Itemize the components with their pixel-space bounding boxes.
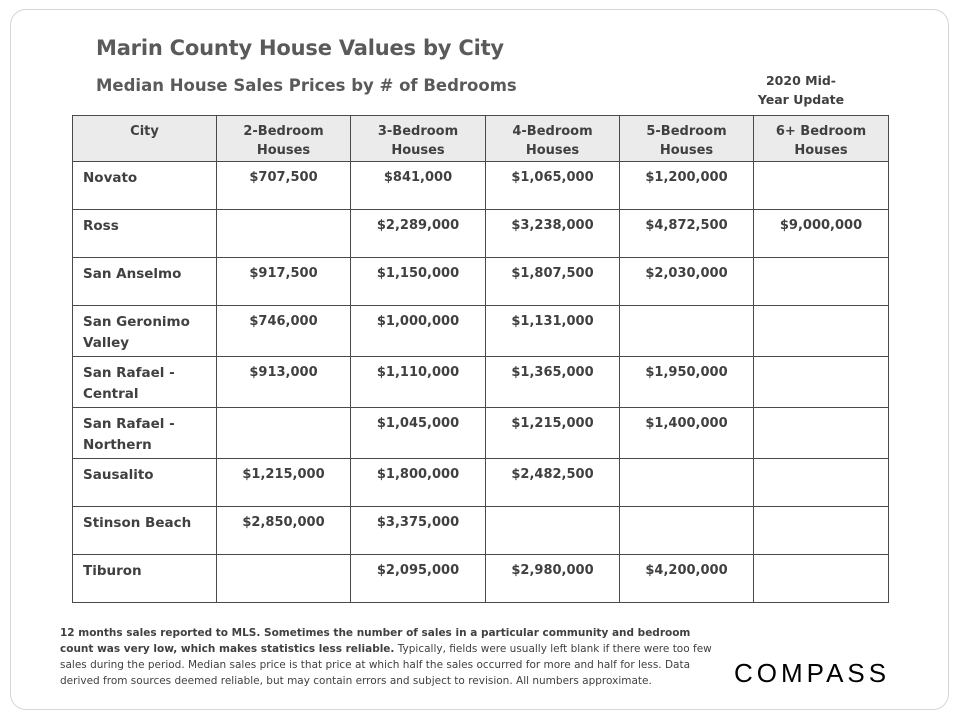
value-cell (486, 507, 620, 555)
value-cell: $917,500 (217, 258, 351, 306)
table-row (73, 555, 889, 603)
table-row (73, 507, 889, 555)
city-cell: Tiburon (73, 555, 217, 603)
value-cell (217, 555, 351, 603)
header-city: City (73, 116, 217, 162)
value-cell: $4,872,500 (620, 210, 754, 258)
table-row (73, 210, 889, 258)
value-cell: $707,500 (217, 162, 351, 210)
city-cell: Novato (73, 162, 217, 210)
value-cell: $1,045,000 (351, 408, 486, 459)
header-5-bedroom: 5-Bedroom Houses (620, 116, 754, 162)
value-cell: $3,238,000 (486, 210, 620, 258)
value-cell: $1,131,000 (486, 306, 620, 357)
value-cell: $1,365,000 (486, 357, 620, 408)
table-row (73, 459, 889, 507)
page-subtitle: Median House Sales Prices by # of Bedrooms (96, 76, 517, 95)
city-cell: Stinson Beach (73, 507, 217, 555)
table-row (73, 306, 889, 357)
value-cell (217, 408, 351, 459)
footnote-bold: 12 months sales reported to MLS. Sometimes the number of sales in a particular community and bedroom count was very low, which makes statistics less reliable. (60, 627, 691, 655)
value-cell: $9,000,000 (754, 210, 889, 258)
value-cell: $1,800,000 (351, 459, 486, 507)
value-cell: $1,110,000 (351, 357, 486, 408)
value-cell: $1,150,000 (351, 258, 486, 306)
value-cell: $2,030,000 (620, 258, 754, 306)
table-row (73, 357, 889, 408)
value-cell (754, 306, 889, 357)
value-cell (754, 258, 889, 306)
value-cell: $913,000 (217, 357, 351, 408)
value-cell: $1,950,000 (620, 357, 754, 408)
value-cell (620, 507, 754, 555)
value-cell: $2,980,000 (486, 555, 620, 603)
footnote (60, 625, 720, 689)
page-title: Marin County House Values by City (96, 36, 504, 60)
table-header-row (73, 116, 889, 162)
house-values-table (72, 115, 889, 603)
value-cell (754, 408, 889, 459)
compass-logo: COMPASS (734, 658, 891, 688)
header-6-plus-bedroom: 6+ Bedroom Houses (754, 116, 889, 162)
header-2-bedroom: 2-Bedroom Houses (217, 116, 351, 162)
value-cell (620, 306, 754, 357)
update-note: 2020 Mid- Year Update (757, 73, 845, 107)
value-cell: $1,200,000 (620, 162, 754, 210)
value-cell: $4,200,000 (620, 555, 754, 603)
value-cell (754, 507, 889, 555)
value-cell: $746,000 (217, 306, 351, 357)
table-row (73, 162, 889, 210)
value-cell: $2,482,500 (486, 459, 620, 507)
value-cell (217, 210, 351, 258)
city-cell: San Rafael - Central (73, 357, 217, 408)
header-3-bedroom: 3-Bedroom Houses (351, 116, 486, 162)
value-cell (754, 555, 889, 603)
value-cell: $3,375,000 (351, 507, 486, 555)
city-cell: San Rafael - Northern (73, 408, 217, 459)
value-cell: $841,000 (351, 162, 486, 210)
city-cell: San Anselmo (73, 258, 217, 306)
value-cell: $1,400,000 (620, 408, 754, 459)
table-row (73, 258, 889, 306)
table-row (73, 408, 889, 459)
value-cell (754, 459, 889, 507)
value-cell: $1,807,500 (486, 258, 620, 306)
value-cell: $2,095,000 (351, 555, 486, 603)
value-cell: $2,289,000 (351, 210, 486, 258)
value-cell (754, 162, 889, 210)
city-cell: Ross (73, 210, 217, 258)
city-cell: Sausalito (73, 459, 217, 507)
value-cell: $1,215,000 (486, 408, 620, 459)
header-4-bedroom: 4-Bedroom Houses (486, 116, 620, 162)
value-cell: $1,000,000 (351, 306, 486, 357)
value-cell: $1,215,000 (217, 459, 351, 507)
value-cell (754, 357, 889, 408)
value-cell (620, 459, 754, 507)
value-cell: $1,065,000 (486, 162, 620, 210)
footnote-text: Typically, fields were usually left blank if there were too few sales during the period. Median sales price is that price at which half the sales occurred for more and half for less. Data derived from sources deemed reliable, but may contain errors and subject to revision. All numbers approximate. (60, 643, 712, 687)
city-cell: San Geronimo Valley (73, 306, 217, 357)
value-cell: $2,850,000 (217, 507, 351, 555)
